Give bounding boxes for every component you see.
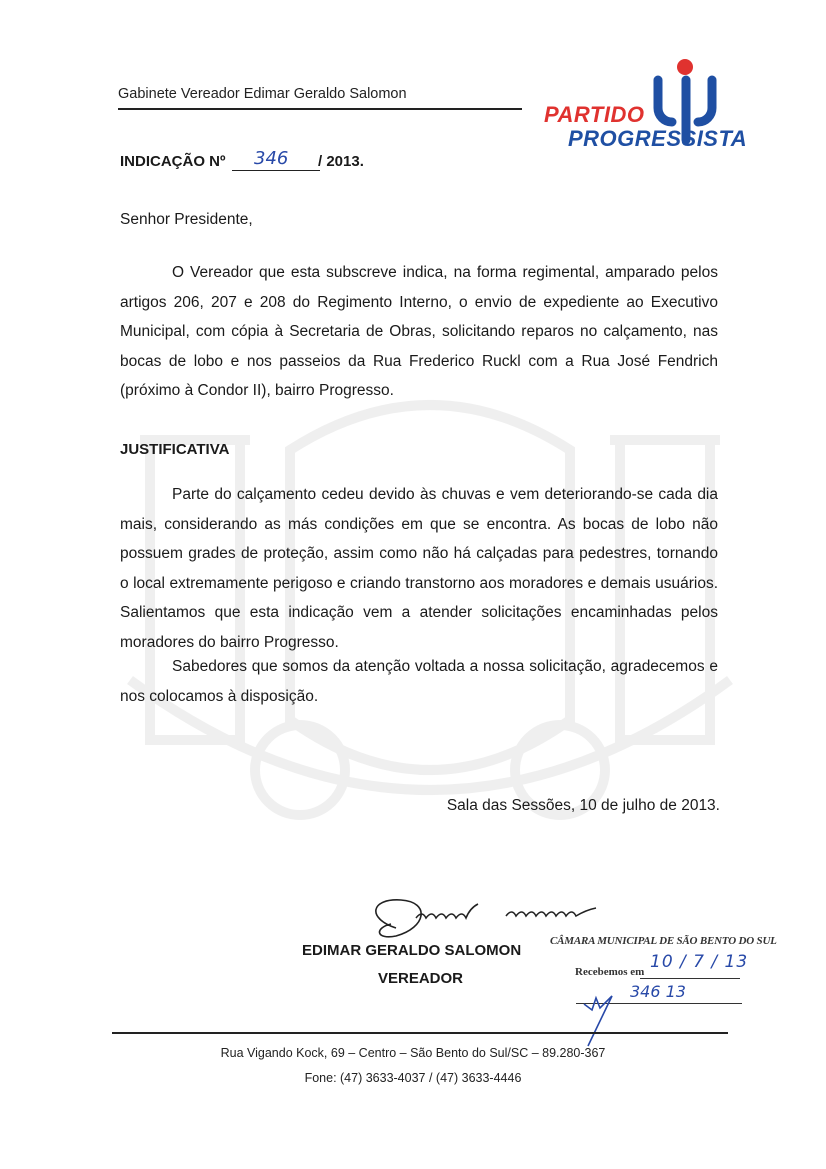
logo-text-partido: PARTIDO bbox=[544, 102, 645, 127]
body-paragraph-3: Sabedores que somos da atenção voltada a nossa solicitação, agradecemos e nos colocamos à disposição. bbox=[120, 658, 718, 705]
body-paragraph-1: O Vereador que esta subscreve indica, na forma regimental, amparado pelos artigos 206, 207 e 208 do Regimento Interno, o envio de expediente ao Executivo Municipal, com cópia à Secretaria de Obras, solicitando reparos no calçamento, nas bocas de lobo e nos passeios da Rua Frederico Ruckl com a Rua José Fendrich (próximo à Condor II), bairro Progresso. bbox=[120, 264, 718, 399]
logo-text-progressista: PROGRESSISTA bbox=[568, 126, 748, 151]
indicacao-number-line bbox=[232, 170, 320, 171]
footer-address: Rua Vigando Kock, 69 – Centro – São Bento do Sul/SC – 89.280-367 bbox=[220, 1046, 606, 1060]
place-date: Sala das Sessões, 10 de julho de 2013. bbox=[446, 797, 720, 814]
stamp-received-label: Recebemos em bbox=[575, 966, 645, 978]
signatory-role: VEREADOR bbox=[378, 970, 464, 987]
cabinet-title: Gabinete Vereador Edimar Geraldo Salomon bbox=[118, 86, 407, 102]
indicacao-label: INDICAÇÃO Nº bbox=[120, 153, 226, 170]
stamp-date-line bbox=[640, 978, 740, 979]
indicacao-number-handwritten: 346 bbox=[254, 148, 289, 169]
justification-title: JUSTIFICATIVA bbox=[120, 441, 230, 458]
indicacao-year: / 2013. bbox=[318, 153, 364, 170]
stamp-title: CÂMARA MUNICIPAL DE SÃO BENTO DO SUL bbox=[550, 935, 777, 947]
body-paragraph-2: Parte do calçamento cedeu devido às chuvas e vem deteriorando-se cada dia mais, considerando as más condições em que se encontra. As bocas de lobo não possuem grades de proteção, assim como não há calçadas para pedestres, tornando o local extremamente perigoso e criando transtorno aos moradores e demais usuários. Salientamos que esta indicação vem a atender solicitações encaminhadas pelos moradores do bairro Progresso. bbox=[120, 486, 718, 651]
salutation: Senhor Presidente, bbox=[120, 211, 253, 228]
signatory-name: EDIMAR GERALDO SALOMON bbox=[302, 942, 522, 959]
header-rule bbox=[118, 108, 522, 110]
footer-phone: Fone: (47) 3633-4037 / (47) 3633-4446 bbox=[304, 1071, 522, 1085]
stamp-received-date: 10 / 7 / 13 bbox=[650, 952, 749, 972]
stamp-initials-icon bbox=[578, 990, 618, 1050]
stamp-protocol-number: 346 13 bbox=[630, 982, 686, 1001]
footer-rule bbox=[112, 1032, 728, 1034]
